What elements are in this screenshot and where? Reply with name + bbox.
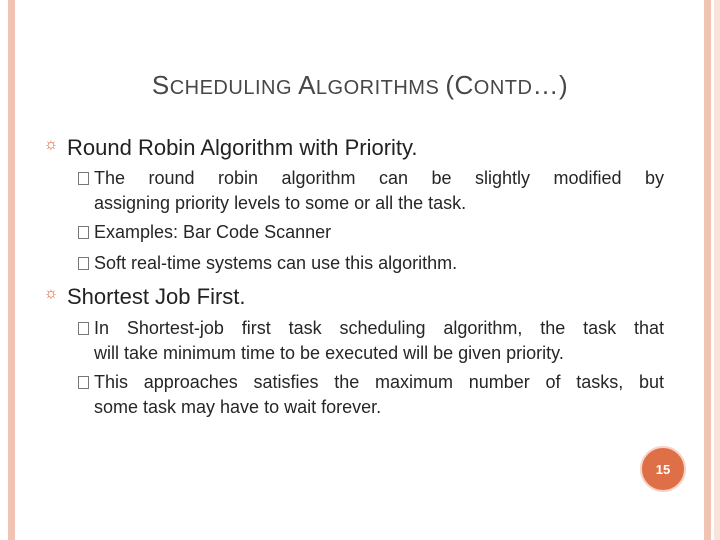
page-number: 15 <box>655 461 671 477</box>
sub-bullet: The round robin algorithm can be slightly modified by assigning priority levels to some or all the task. <box>78 166 664 216</box>
sub-bullet: Soft real-time systems can use this algorithm. <box>78 251 664 276</box>
square-bullet-icon <box>78 376 89 389</box>
square-bullet-icon <box>78 257 89 270</box>
sun-bullet-icon: ☼ <box>43 285 59 302</box>
sub-bullet: Examples: Bar Code Scanner <box>78 220 664 245</box>
sub-bullet: In Shortest-job first task scheduling algorithm, the task that will take minimum time to be executed will be given priority. <box>78 316 664 366</box>
square-bullet-icon <box>78 172 89 185</box>
title-underline <box>96 112 616 113</box>
page-number-badge <box>640 446 686 492</box>
square-bullet-icon <box>78 226 89 239</box>
sun-bullet-icon: ☼ <box>43 136 59 153</box>
slide-title: SCHEDULING ALGORITHMS (CONTD…) <box>151 70 569 100</box>
sub-bullet: This approaches satisfies the maximum number of tasks, but some task may have to wait forever. <box>78 370 664 420</box>
square-bullet-icon <box>78 322 89 335</box>
